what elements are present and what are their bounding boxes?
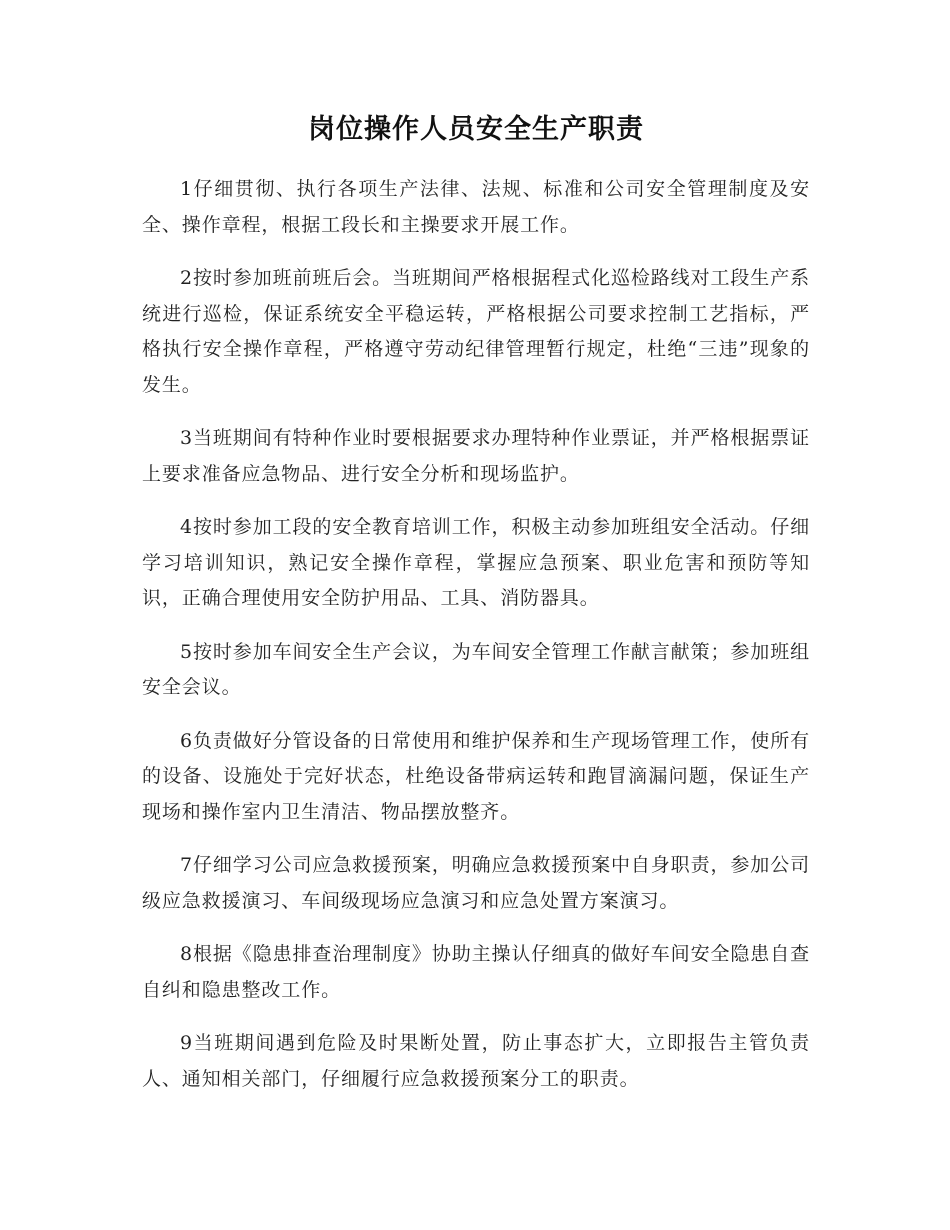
clause-1: 1仔细贯彻、执行各项生产法律、法规、标准和公司安全管理制度及安全、操作章程，根据工段长和主操要求开展工作。	[142, 178, 810, 236]
clause-4: 4按时参加工段的安全教育培训工作，积极主动参加班组安全活动。仔细学习培训知识，熟记安全操作章程，掌握应急预案、职业危害和预防等知识，正确合理使用安全防护用品、工具、消防器具。	[142, 516, 810, 609]
document-title: 岗位操作人员安全生产职责	[308, 114, 644, 145]
clause-3: 3当班期间有特种作业时要根据要求办理特种作业票证，并严格根据票证上要求准备应急物品、进行安全分析和现场监护。	[142, 427, 810, 485]
clause-8: 8根据《隐患排查治理制度》协助主操认仔细真的做好车间安全隐患自查自纠和隐患整改工作。	[142, 943, 810, 1001]
clause-2: 2按时参加班前班后会。当班期间严格根据程式化巡检路线对工段生产系统进行巡检，保证系统安全平稳运转，严格根据公司要求控制工艺指标，严格执行安全操作章程，严格遵守劳动纪律管理暂行规定，杜绝“三违”现象的发生。	[142, 267, 810, 396]
document-page	[142, 110, 810, 1115]
clause-7: 7仔细学习公司应急救援预案，明确应急救援预案中自身职责，参加公司级应急救援演习、车间级现场应急演习和应急处置方案演习。	[142, 854, 810, 912]
clause-9: 9当班期间遇到危险及时果断处置，防止事态扩大，立即报告主管负责人、通知相关部门，仔细履行应急救援预案分工的职责。	[142, 1032, 810, 1090]
clause-5: 5按时参加车间安全生产会议，为车间安全管理工作献言献策；参加班组安全会议。	[142, 640, 810, 698]
clause-6: 6负责做好分管设备的日常使用和维护保养和生产现场管理工作，使所有的设备、设施处于完好状态，杜绝设备带病运转和跑冒滴漏问题，保证生产现场和操作室内卫生清洁、物品摆放整齐。	[142, 729, 810, 823]
